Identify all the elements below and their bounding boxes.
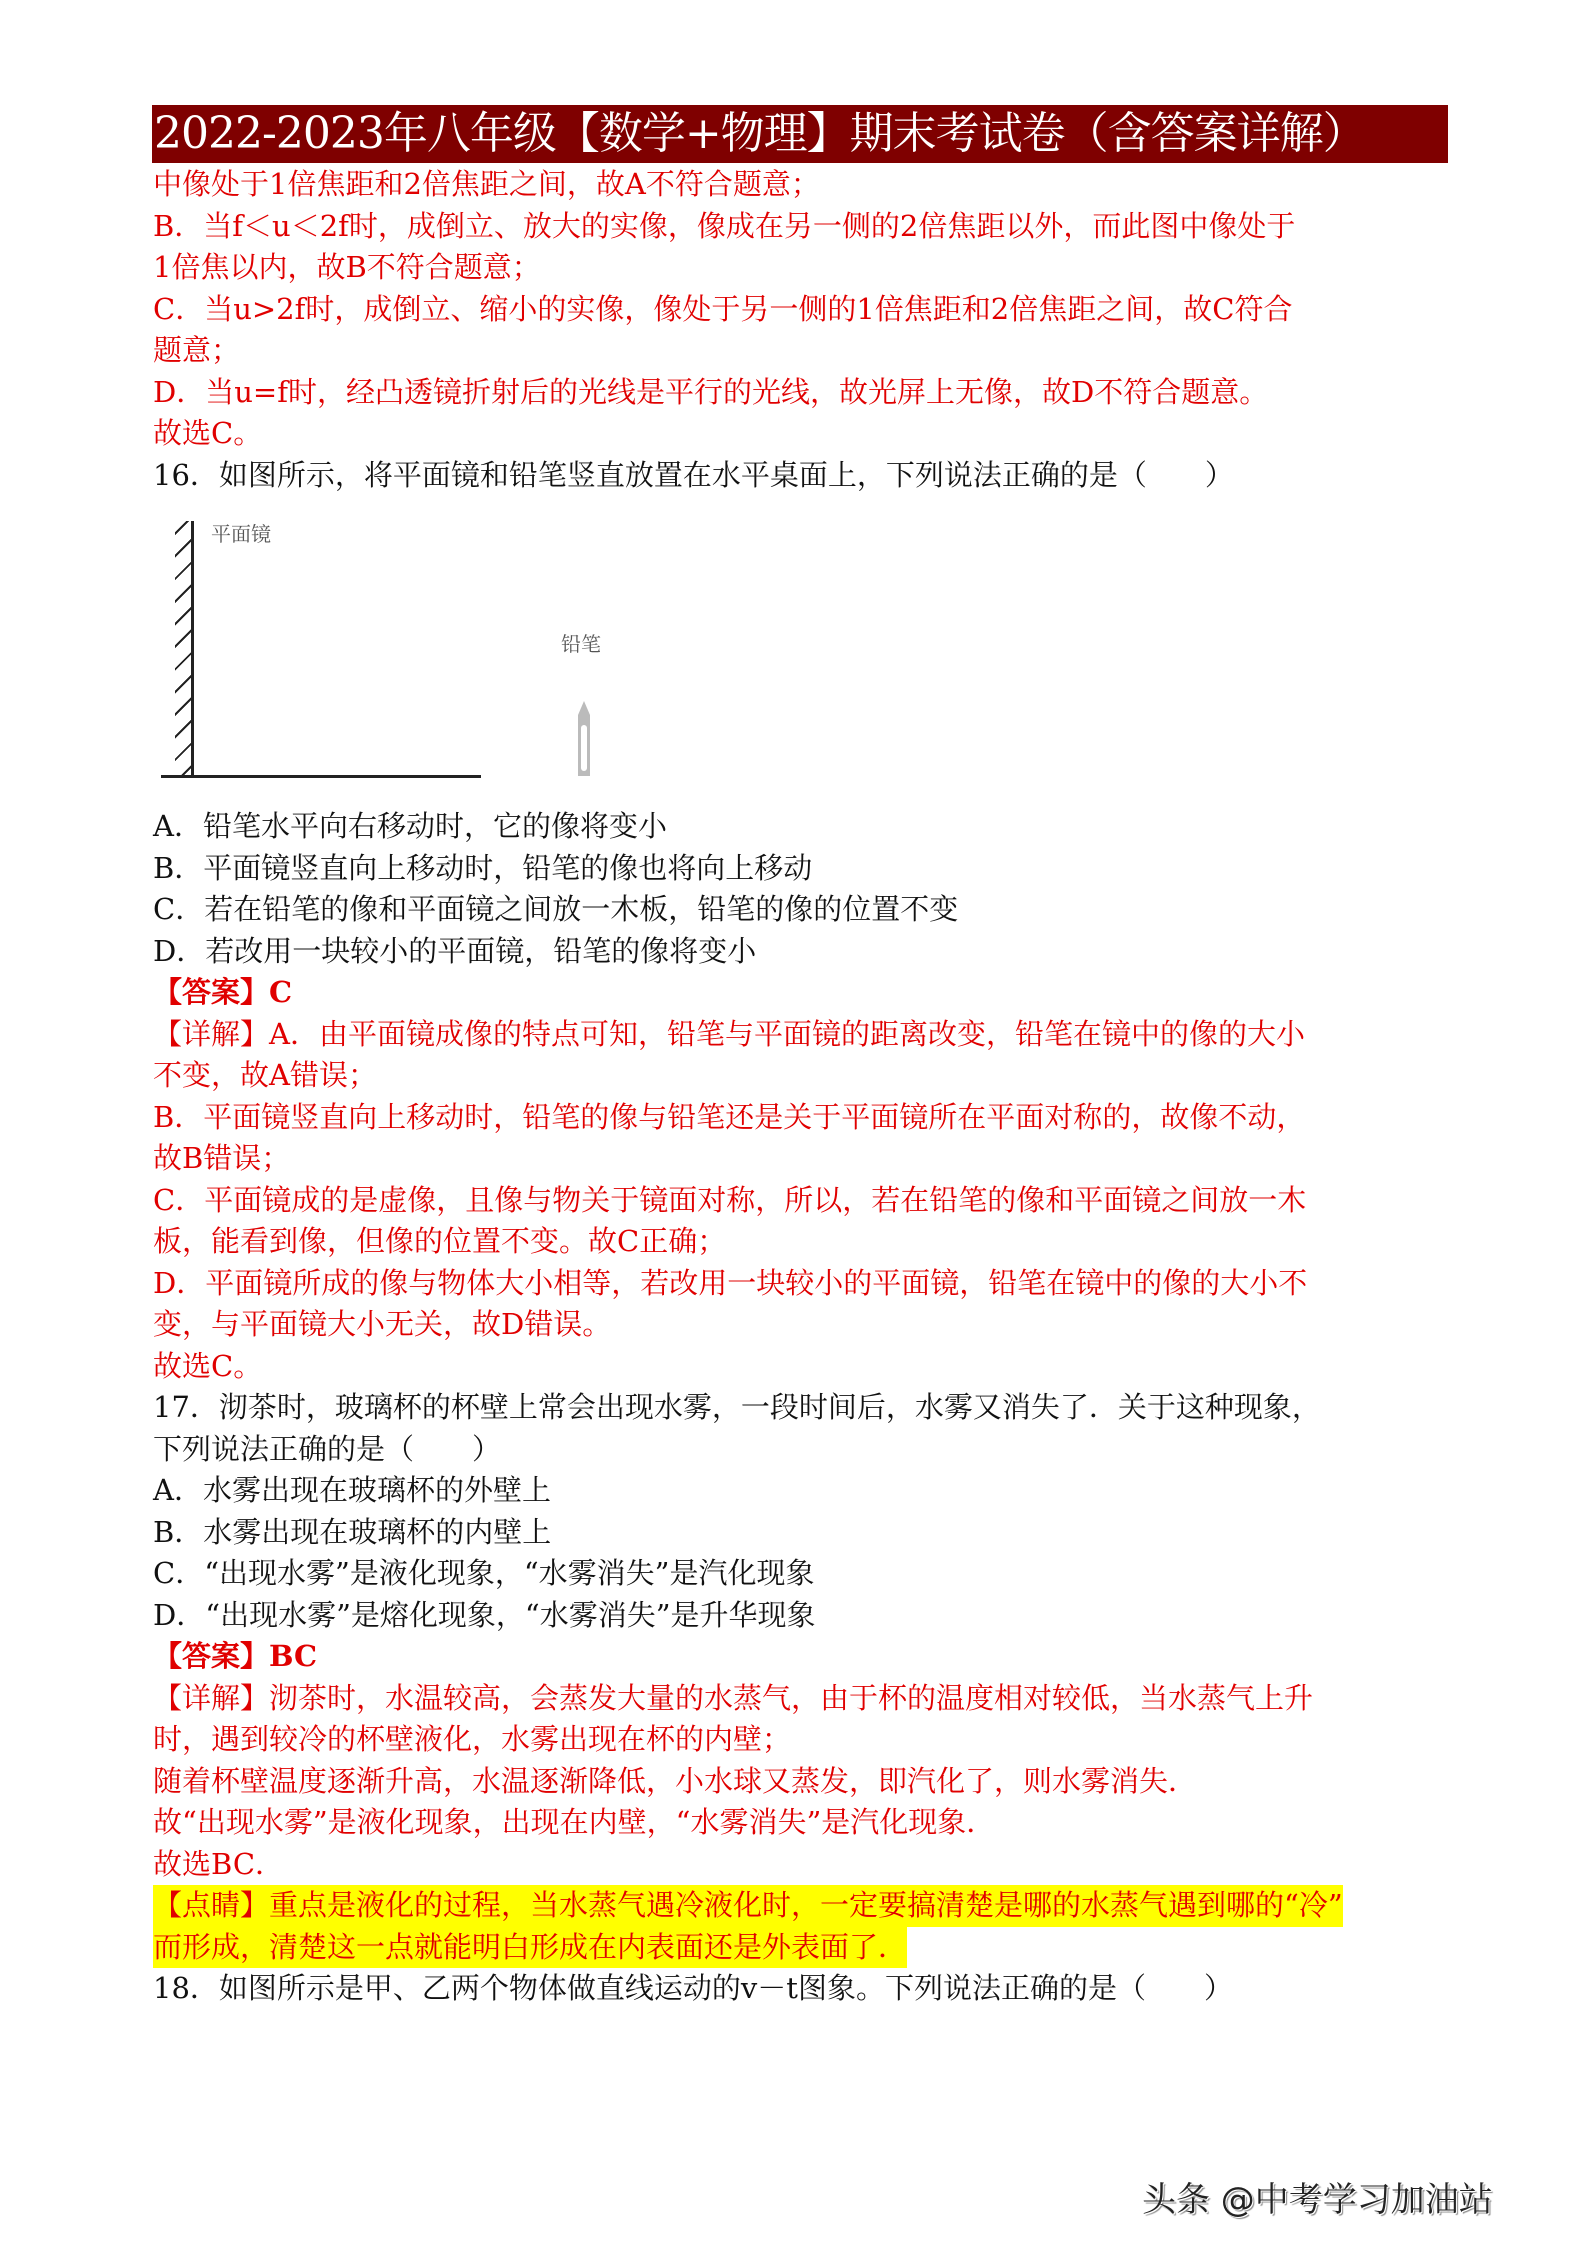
- text-line: 1倍焦以内，故B不符合题意；: [153, 250, 541, 284]
- question-stem: 16．如图所示，将平面镜和铅笔竖直放置在水平桌面上，下列说法正确的是（ ）: [153, 457, 1234, 492]
- explanation-line: 时，遇到较冷的杯壁液化，水雾出现在杯的内壁；: [153, 1722, 792, 1756]
- explanation-line: 板，能看到像，但像的位置不变。故C正确；: [153, 1224, 727, 1258]
- explanation-line: 【详解】沏茶时，水温较高，会蒸发大量的水蒸气，由于杯的温度相对较低，当水蒸气上升: [153, 1680, 1314, 1715]
- watermark: 头条 @中考学习加油站: [1142, 2180, 1493, 2220]
- mirror-pencil-figure: [153, 496, 633, 806]
- highlighted-tip: 而形成，清楚这一点就能明白形成在内表面还是外表面了．: [153, 1927, 907, 1969]
- option-c: C．若在铅笔的像和平面镜之间放一木板，铅笔的像的位置不变: [153, 892, 959, 926]
- text-line: B．当f＜u＜2f时，成倒立、放大的实像，像成在另一侧的2倍焦距以外，而此图中像处于: [153, 208, 1296, 243]
- text-line: 故选C。: [153, 416, 263, 450]
- explanation-line: 故选C。: [153, 1348, 263, 1383]
- option-a: A．铅笔水平向右移动时，它的像将变小: [153, 809, 667, 843]
- text-line: C．当u>2f时，成倒立、缩小的实像，像处于另一侧的1倍焦距和2倍焦距之间，故C符合: [153, 291, 1293, 326]
- text-line: D．当u=f时，经凸透镜折射后的光线是平行的光线，故光屏上无像，故D不符合题意。: [153, 374, 1269, 409]
- exam-content: [153, 164, 1443, 2010]
- tip-line: [153, 1885, 1443, 1927]
- question-18: [153, 1968, 1443, 2010]
- option-b: B．平面镜竖直向上移动时，铅笔的像也将向上移动: [153, 850, 813, 885]
- q15-explanation-tail: [153, 164, 1443, 455]
- explanation-line: B．平面镜竖直向上移动时，铅笔的像与铅笔还是关于平面镜所在平面对称的，故像不动，: [153, 1099, 1306, 1134]
- option-d: D．“出现水雾”是熔化现象，“水雾消失”是升华现象: [153, 1597, 816, 1632]
- answer: 【答案】BC: [153, 1639, 318, 1673]
- explanation-line: 【详解】A．由平面镜成像的特点可知，铅笔与平面镜的距离改变，铅笔在镜中的像的大小: [153, 1016, 1305, 1051]
- explanation-line: C．平面镜成的是虚像，且像与物关于镜面对称，所以，若在铅笔的像和平面镜之间放一木: [153, 1182, 1307, 1217]
- tip-line: [153, 1927, 1443, 1969]
- mirror-label: 平面镜: [211, 522, 271, 546]
- question-17: [153, 1387, 1443, 1968]
- explanation-line: 故“出现水雾”是液化现象，出现在内壁，“水雾消失”是汽化现象．: [153, 1805, 996, 1839]
- mirror-icon: [191, 521, 194, 776]
- question-stem: 17．沏茶时，玻璃杯的杯壁上常会出现水雾，一段时间后，水雾又消失了．关于这种现象，: [153, 1390, 1321, 1424]
- question-stem: 下列说法正确的是（ ）: [153, 1431, 502, 1466]
- explanation-line: 变，与平面镜大小无关，故D错误。: [153, 1307, 612, 1341]
- option-c: C．“出现水雾”是液化现象，“水雾消失”是汽化现象: [153, 1556, 815, 1590]
- text-line: 题意；: [153, 333, 241, 367]
- answer: 【答案】C: [153, 975, 293, 1009]
- explanation-line: 故B错误；: [153, 1141, 291, 1175]
- question-stem: 18．如图所示是甲、乙两个物体做直线运动的v－t图象。下列说法正确的是（ ）: [153, 1971, 1233, 2005]
- option-d: D．若改用一块较小的平面镜，铅笔的像将变小: [153, 933, 757, 968]
- page-title-banner: 2022-2023年八年级【数学+物理】期末考试卷（含答案详解）: [152, 105, 1448, 163]
- question-16: [153, 455, 1443, 1388]
- explanation-line: 故选BC．: [153, 1846, 285, 1881]
- explanation-line: 不变，故A错误；: [153, 1058, 377, 1092]
- pencil-label: 铅笔: [561, 632, 601, 656]
- text-line: 中像处于1倍焦距和2倍焦距之间，故A不符合题意；: [153, 167, 820, 201]
- option-b: B．水雾出现在玻璃杯的内壁上: [153, 1514, 552, 1549]
- table-surface-line: [161, 775, 481, 778]
- explanation-line: D．平面镜所成的像与物体大小相等，若改用一块较小的平面镜，铅笔在镜中的像的大小不: [153, 1265, 1308, 1300]
- option-a: A．水雾出现在玻璃杯的外壁上: [153, 1473, 551, 1507]
- pencil-icon: [578, 701, 590, 776]
- highlighted-tip: 【点睛】重点是液化的过程，当水蒸气遇冷液化时，一定要搞清楚是哪的水蒸气遇到哪的“冷”: [153, 1885, 1343, 1927]
- explanation-line: 随着杯壁温度逐渐升高，水温逐渐降低，小水球又蒸发，即汽化了，则水雾消失．: [153, 1763, 1198, 1798]
